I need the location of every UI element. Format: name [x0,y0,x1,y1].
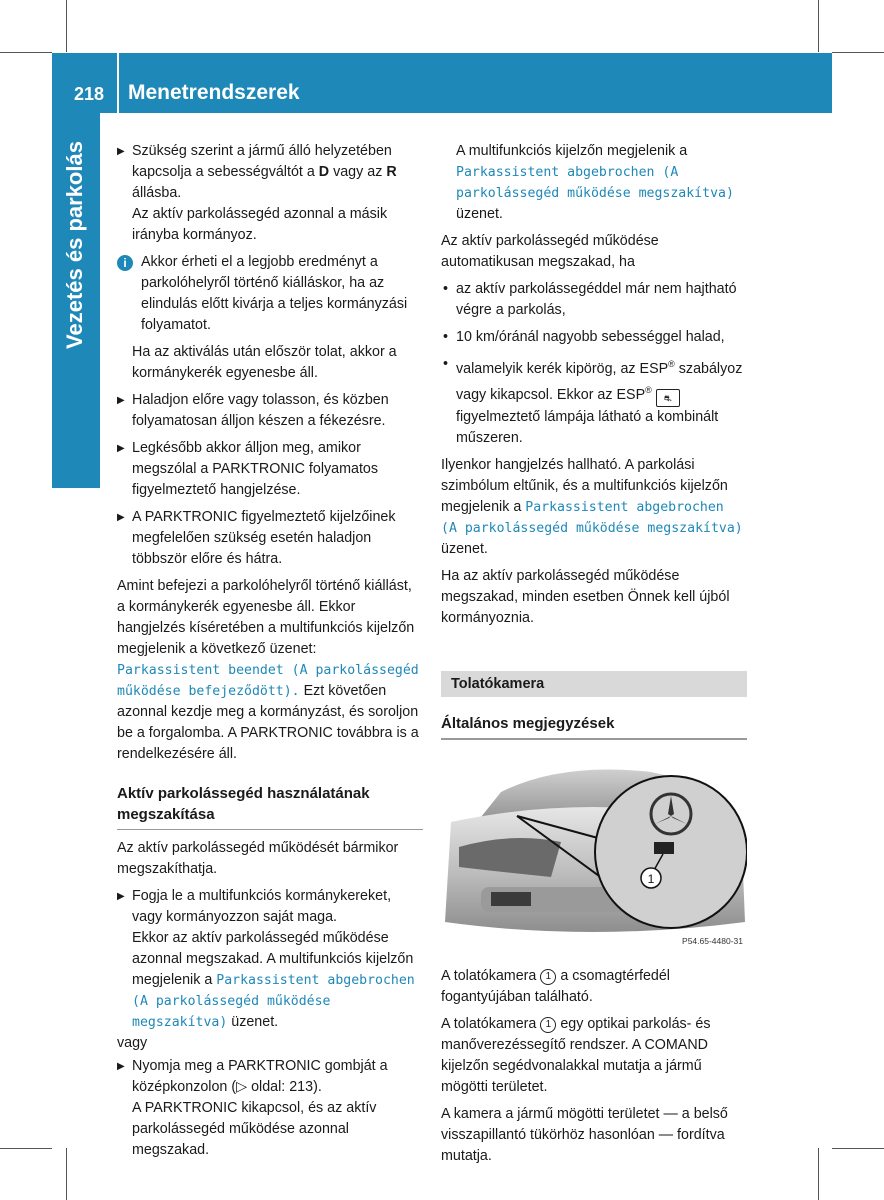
info-icon: i [117,255,133,271]
display-message: Parkassistent abgebrochen (A parkolássegéd működése megszakítva) [456,165,734,201]
header-separator [117,53,119,113]
list-item: • valamelyik kerék kipörög, az ESP® szabályoz vagy kikapcsol. Ekkor az ESP® ⛐ figyelmeztető lámpája látható a kombinált műszeren. [441,354,747,449]
paragraph: Amint befejezi a parkolóhelyről történő kiállást, a kormánykerék egyenesbe áll. Ekkor hangjelzés kíséretében a multifunkciós kijelzőn megjelenik a következő üzenet: Parkassistent beendet (A parkolássegéd működése befejeződött). Ezt követően azonnal kezdje meg a kormányzást, és soroljon be a forgalomba. A PARKTRONIC továbbra is a rendelkezésére áll. [117,578,419,762]
callout-ref: 1 [540,969,556,985]
paragraph: A tolatókamera 1 egy optikai parkolás- és manőverezéssegítő rendszer. A COMAND kijelzőn segédvonalakkal mutatja a jármű mögötti területet. [441,1015,711,1095]
crop-mark [832,52,884,53]
side-tab-label: Vezetés és parkolás [62,141,87,349]
or-text: vagy [117,1035,148,1051]
esp-warning-icon: ⛐ [656,389,680,407]
instruction-step: ▶ Legkésőbb akkor álljon meg, amikor megszólal a PARKTRONIC folyamatos figyelmeztető hangjelzése. [117,438,423,501]
page-number: 218 [74,84,105,104]
section-title: Menetrendszerek [128,81,300,104]
display-message: Parkassistent abgebrochen (A parkolássegéd működése megszakítva) [441,499,743,536]
figure-code: P54.65-4480-31 [682,935,743,946]
left-column [117,141,423,1167]
crop-mark [66,0,67,52]
paragraph: Ha az aktív parkolássegéd működése megszakad, minden esetben Önnek kell újból kormányoznia. [441,567,730,626]
crop-mark [0,1148,52,1149]
paragraph: A kamera a jármű mögötti területet — a belső visszapillantó tükörhöz hasonlóan — fordítva mutatja. [441,1105,728,1164]
list-item: • az aktív parkolássegéddel már nem hajtható végre a parkolás, [441,279,747,321]
right-column [441,141,747,1173]
rear-camera-figure [441,752,747,956]
crop-mark [818,0,819,52]
callout-ref: 1 [540,1017,556,1033]
info-note-continuation: Ha az aktiválás után először tolat, akkor a kormánykerék egyenesbe áll. [132,344,397,381]
paragraph: Ilyenkor hangjelzés hallható. A parkolási szimbólum eltűnik, és a multifunkciós kijelzőn megjelenik a Parkassistent abgebrochen (A parkolássegéd működése megszakítva) üzenet. [441,456,743,557]
instruction-step: ▶ A PARKTRONIC figyelmeztető kijelzőinek megfelelően szükség esetén haladjon többször előre és hátra. [117,507,423,570]
crop-mark [66,1148,67,1200]
paragraph: Az aktív parkolássegéd működése automatikusan megszakad, ha [441,233,659,270]
subheading: Aktív parkolássegéd használatának megszakítása [117,783,423,830]
car-rear-illustration [441,752,747,956]
crop-mark [818,1148,819,1200]
display-message: Parkassistent beendet (A parkolássegéd működése befejeződött). [117,663,419,699]
info-note: i Akkor érheti el a legjobb eredményt a parkolóhelyről történő kiálláskor, ha az elindulás előtt kivárja a teljes kormányzási folyamatot. [117,252,423,336]
instruction-step: ▶ Szükség szerint a jármű álló helyzetében kapcsolja a sebességváltót a D vagy az R állásba. Az aktív parkolássegéd azonnal a másik irányba kormányoz. [117,141,423,246]
instruction-continuation: A multifunkciós kijelzőn megjelenik a Parkassistent abgebrochen (A parkolássegéd működése megszakítva) üzenet. [456,143,734,222]
subheading: Általános megjegyzések [441,713,747,740]
display-message: Parkassistent abgebrochen (A parkolássegéd működése megszakítva) [132,973,415,1030]
instruction-step: ▶ Fogja le a multifunkciós kormánykereket, vagy kormányozzon saját maga. Ekkor az aktív parkolássegéd működése azonnal megszakad. A multifunkciós kijelzőn megjelenik a Parkassistent abgebrochen (A parkolássegéd működése megszakítva) üzenet. [117,886,423,1033]
instruction-step: ▶ Nyomja meg a PARKTRONIC gombját a középkonzolon (▷ oldal: 213). A PARKTRONIC kikapcsol, és az aktív parkolássegéd működése azonnal megszakad. [117,1056,423,1161]
instruction-step: ▶ Haladjon előre vagy tolasson, és közben folyamatosan álljon készen a fékezésre. [117,390,423,432]
paragraph: Az aktív parkolássegéd működését bármikor megszakíthatja. [117,840,399,877]
paragraph: A tolatókamera 1 a csomagtérfedél fogantyújában található. [441,967,670,1005]
figure-callout: 1 [647,871,655,886]
section-heading: Tolatókamera [441,671,747,697]
crop-mark [0,52,52,53]
crop-mark [832,1148,884,1149]
list-item: • 10 km/óránál nagyobb sebességgel halad, [441,327,747,348]
